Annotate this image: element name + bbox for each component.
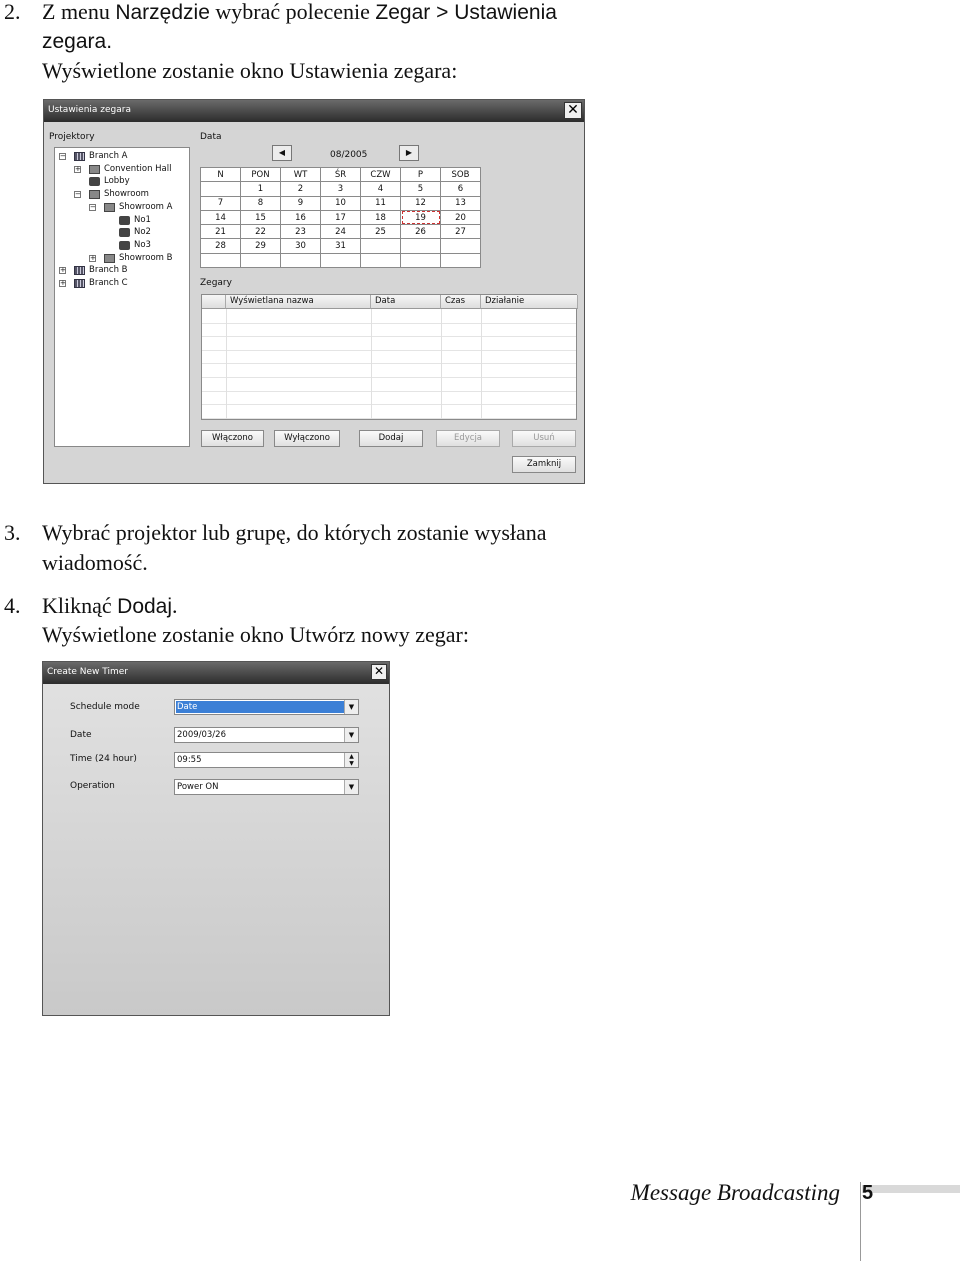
next-month-button[interactable]: ▶ xyxy=(399,145,419,161)
tree-item-label: No2 xyxy=(134,227,151,238)
calendar-day xyxy=(441,239,481,253)
calendar-day xyxy=(401,239,441,253)
dialog-title: Ustawienia zegara xyxy=(48,105,132,115)
projector-icon xyxy=(119,228,130,237)
operation-label: Operation xyxy=(70,781,115,791)
decrement-icon[interactable]: ▼ xyxy=(349,760,354,767)
calendar-day[interactable]: 22 xyxy=(241,225,281,239)
table-row-line xyxy=(202,391,576,392)
step-number: 2. xyxy=(4,0,21,24)
calendar-day[interactable]: 4 xyxy=(361,182,401,196)
time-stepper[interactable]: 09:55 ▲ ▼ xyxy=(174,752,359,768)
calendar-day xyxy=(281,253,321,267)
table-header-corner xyxy=(202,295,226,309)
calendar-day xyxy=(441,253,481,267)
timers-table[interactable] xyxy=(201,294,577,420)
group-icon xyxy=(89,190,100,199)
calendar-day[interactable]: 26 xyxy=(401,225,441,239)
calendar-day[interactable]: 27 xyxy=(441,225,481,239)
calendar-day xyxy=(361,239,401,253)
create-timer-dialog xyxy=(42,661,390,1016)
weekday-header: SOB xyxy=(441,168,481,182)
tree-item-label: Showroom B xyxy=(119,252,173,263)
chevron-down-icon[interactable]: ▼ xyxy=(344,728,358,742)
calendar-day[interactable]: 24 xyxy=(321,225,361,239)
expand-icon[interactable]: + xyxy=(60,266,66,275)
calendar-week-row xyxy=(201,210,481,224)
chevron-down-icon[interactable]: ▼ xyxy=(344,700,358,714)
step-number: 3. xyxy=(4,520,21,545)
close-icon[interactable]: ✕ xyxy=(371,664,387,680)
table-column-header[interactable]: Działanie xyxy=(481,295,578,309)
calendar-day[interactable]: 2 xyxy=(281,182,321,196)
tree-item-label: No1 xyxy=(134,214,151,225)
table-column-header[interactable]: Wyświetlana nazwa xyxy=(226,295,371,309)
tree-item-label: No3 xyxy=(134,239,151,250)
calendar-day[interactable]: 3 xyxy=(321,182,361,196)
table-row-line xyxy=(202,377,576,378)
weekday-header: N xyxy=(201,168,241,182)
calendar-day xyxy=(201,182,241,196)
expand-icon[interactable]: + xyxy=(90,253,96,262)
calendar-week-row xyxy=(201,253,481,267)
calendar-day[interactable]: 8 xyxy=(241,196,281,210)
table-column-line xyxy=(226,309,227,419)
calendar-day[interactable]: 20 xyxy=(441,210,481,224)
tree-item-label: Convention Hall xyxy=(104,163,172,174)
date-label: Data xyxy=(200,132,222,142)
table-row-line xyxy=(202,418,576,419)
calendar-day[interactable]: 19 xyxy=(401,210,441,224)
building-icon xyxy=(74,266,85,275)
step-text: Wybrać projektor lub grupę, do których zostanie wysłana xyxy=(42,520,547,545)
projector-icon xyxy=(119,216,130,225)
calendar-day[interactable]: 13 xyxy=(441,196,481,210)
building-icon xyxy=(74,152,85,161)
title-bar xyxy=(44,100,584,122)
calendar-day[interactable]: 12 xyxy=(401,196,441,210)
operation-select[interactable]: Power ON ▼ xyxy=(174,779,359,795)
delete-button[interactable]: Usuń xyxy=(512,430,576,447)
tree-item-label: Branch A xyxy=(89,151,128,161)
tree-item-label: Branch B xyxy=(89,265,128,276)
off-button[interactable]: Wyłączono xyxy=(274,430,340,447)
step-text: Z menu Narzędzie wybrać polecenie Zegar > Ustawienia xyxy=(42,0,557,24)
clock-settings-dialog xyxy=(43,99,585,484)
calendar-day xyxy=(361,253,401,267)
calendar-week-row xyxy=(201,196,481,210)
title-bar xyxy=(43,662,389,684)
calendar-day[interactable]: 15 xyxy=(241,210,281,224)
collapse-icon[interactable]: − xyxy=(60,152,66,160)
table-row-line xyxy=(202,336,576,337)
calendar-day[interactable]: 23 xyxy=(281,225,321,239)
increment-icon[interactable]: ▲ xyxy=(349,753,354,760)
chevron-down-icon[interactable]: ▼ xyxy=(344,780,358,794)
calendar-day[interactable]: 10 xyxy=(321,196,361,210)
calendar-day[interactable]: 7 xyxy=(201,196,241,210)
calendar-day[interactable]: 30 xyxy=(281,239,321,253)
projector-icon xyxy=(119,241,130,250)
building-icon xyxy=(74,279,85,288)
projector-icon xyxy=(89,177,100,186)
tree-item-label: Lobby xyxy=(104,176,130,187)
footer-divider xyxy=(860,1182,861,1261)
page-number: 5 xyxy=(862,1182,874,1204)
close-icon[interactable]: ✕ xyxy=(564,102,582,119)
weekday-header: P xyxy=(401,168,441,182)
calendar-day[interactable]: 16 xyxy=(281,210,321,224)
step-number: 4. xyxy=(4,593,21,618)
footer-bar xyxy=(862,1185,960,1193)
calendar-day[interactable]: 25 xyxy=(361,225,401,239)
weekday-header: WT xyxy=(281,168,321,182)
calendar-day[interactable]: 29 xyxy=(241,239,281,253)
date-label: Date xyxy=(70,730,92,740)
collapse-icon[interactable]: − xyxy=(90,202,96,211)
calendar[interactable] xyxy=(200,167,481,268)
projector-tree[interactable] xyxy=(54,147,190,447)
weekday-header: PON xyxy=(241,168,281,182)
calendar-day xyxy=(201,253,241,267)
table-column-header[interactable]: Czas xyxy=(441,295,481,309)
tree-item-label: Branch C xyxy=(89,278,128,288)
calendar-day[interactable]: 31 xyxy=(321,239,361,253)
calendar-day[interactable]: 14 xyxy=(201,210,241,224)
weekday-header: CZW xyxy=(361,168,401,182)
group-icon xyxy=(89,165,100,174)
calendar-day[interactable]: 17 xyxy=(321,210,361,224)
calendar-week-row xyxy=(201,239,481,253)
edit-button[interactable]: Edycja xyxy=(436,430,500,447)
step-text: Kliknąć Dodaj. xyxy=(42,593,178,618)
table-column-line xyxy=(441,309,442,419)
prev-month-button[interactable]: ◀ xyxy=(272,145,292,161)
expand-icon[interactable]: + xyxy=(75,164,81,173)
collapse-icon[interactable]: − xyxy=(75,190,81,199)
calendar-day[interactable]: 18 xyxy=(361,210,401,224)
month-display: 08/2005 xyxy=(330,150,368,160)
expand-icon[interactable]: + xyxy=(60,279,66,287)
calendar-week-row xyxy=(201,225,481,239)
table-column-line xyxy=(371,309,372,419)
calendar-day xyxy=(241,253,281,267)
schedule-mode-select[interactable]: Date ▼ xyxy=(174,699,359,715)
calendar-day[interactable]: 6 xyxy=(441,182,481,196)
calendar-day[interactable]: 9 xyxy=(281,196,321,210)
table-row-line xyxy=(202,350,576,351)
calendar-day[interactable]: 28 xyxy=(201,239,241,253)
date-select[interactable]: 2009/03/26 ▼ xyxy=(174,727,359,743)
table-column-line xyxy=(481,309,482,419)
table-row-line xyxy=(202,363,576,364)
timers-label: Zegary xyxy=(200,278,232,288)
table-row-line xyxy=(202,404,576,405)
group-icon xyxy=(104,203,115,212)
weekday-header: ŚR xyxy=(321,168,361,182)
table-column-header[interactable]: Data xyxy=(371,295,441,309)
tree-item-label: Showroom A xyxy=(119,201,173,212)
time-label: Time (24 hour) xyxy=(70,754,137,764)
table-row-line xyxy=(202,323,576,324)
calendar-day[interactable]: 21 xyxy=(201,225,241,239)
add-button[interactable]: Dodaj xyxy=(359,430,423,447)
calendar-week-row xyxy=(201,182,481,196)
on-button[interactable]: Włączono xyxy=(201,430,264,447)
calendar-day[interactable]: 11 xyxy=(361,196,401,210)
close-button[interactable]: Zamknij xyxy=(512,456,576,473)
tree-item-label: Showroom xyxy=(104,189,149,200)
group-icon xyxy=(104,254,115,263)
calendar-header-row xyxy=(201,168,481,182)
calendar-day[interactable]: 5 xyxy=(401,182,441,196)
calendar-day xyxy=(401,253,441,267)
schedule-mode-label: Schedule mode xyxy=(70,702,140,712)
projectors-label: Projektory xyxy=(49,132,95,142)
dialog-title: Create New Timer xyxy=(47,667,128,677)
footer-section-title: Message Broadcasting xyxy=(630,1180,840,1205)
calendar-day[interactable]: 1 xyxy=(241,182,281,196)
calendar-day xyxy=(321,253,361,267)
